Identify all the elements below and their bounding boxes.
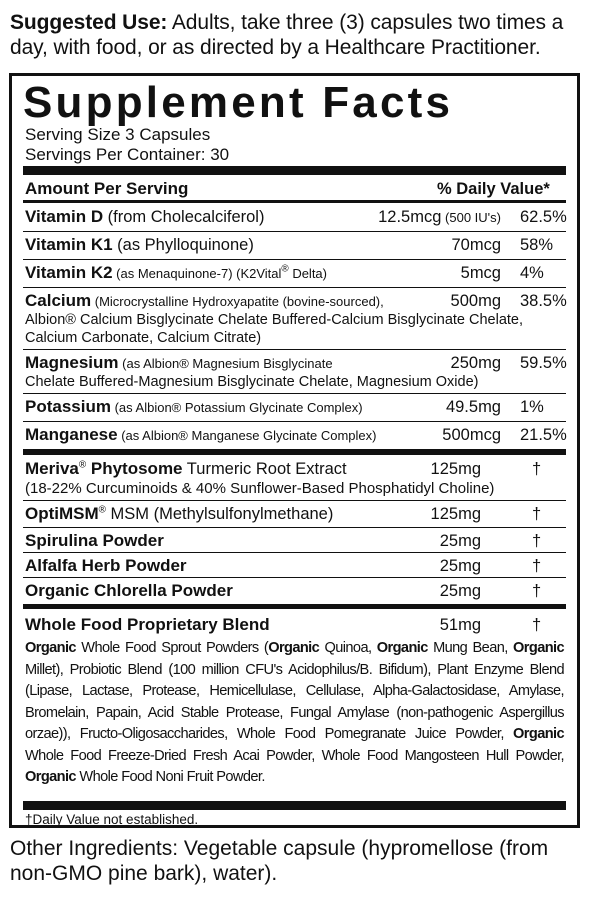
other-ingredients: Other Ingredients: Vegetable capsule (hypromellose (from non-GMO pine bark), water). — [10, 837, 549, 885]
nutrient-desc: (as Albion® Manganese Glycinate Complex) — [117, 428, 377, 443]
thick-rule-blend — [23, 604, 566, 609]
row-divider — [23, 552, 566, 553]
row-divider — [23, 500, 566, 501]
nutrient-name: Potassium — [25, 397, 111, 416]
nutrient-amount: 70mcg — [451, 236, 501, 254]
nutrient-dv: 4% — [520, 264, 544, 282]
nutrient-desc: (as Albion® Potassium Glycinate Complex) — [110, 400, 363, 415]
ingredient-name: Alfalfa Herb Powder — [25, 556, 187, 575]
thick-rule-bottom — [23, 801, 566, 810]
nutrient-amount: 5mcg — [460, 264, 501, 282]
ingredient-desc: Turmeric Root Extract — [182, 460, 347, 478]
row-divider — [23, 259, 566, 260]
row-divider — [23, 577, 566, 578]
row-divider — [23, 349, 566, 350]
organic-label: Organic — [513, 726, 564, 742]
ingredient-amount: 125mg — [430, 505, 481, 523]
nutrient-desc: (as Albion® Magnesium Bisglycinate — [118, 356, 333, 371]
blend-part-6: Whole Food Noni Fruit Powder. — [75, 769, 265, 785]
nutrient-amount-note: (500 IU's) — [445, 210, 501, 225]
nutrient-amount: 500mg — [450, 292, 501, 310]
footnote: †Daily Value not established. — [25, 812, 199, 827]
ingredient-name: Meriva — [25, 459, 79, 478]
row-divider — [23, 231, 566, 232]
nutrient-dv: 59.5% — [520, 354, 567, 372]
registered-mark: ® — [281, 263, 289, 275]
ingredient-dv: † — [532, 582, 542, 600]
ingredient-desc: MSM (Methylsulfonylmethane) — [105, 505, 334, 523]
ingredient-amount: 25mg — [439, 582, 481, 600]
blend-ingredients — [25, 638, 564, 789]
organic-label: Organic — [376, 640, 428, 656]
nutrient-dv: 21.5% — [520, 426, 567, 444]
suggested-use — [10, 10, 590, 60]
ingredient-dv: † — [532, 557, 542, 575]
nutrient-amount: 500mcg — [442, 426, 501, 444]
organic-label: Organic — [513, 640, 564, 656]
header-amount: Amount Per Serving — [25, 179, 189, 198]
registered-mark: ® — [78, 459, 87, 471]
nutrient-amount: 49.5mg — [445, 398, 501, 416]
row-divider — [23, 527, 566, 528]
panel-title: Supplement Facts — [23, 78, 454, 127]
ingredient-amount: 125mg — [430, 460, 481, 478]
nutrient-name: Magnesium — [25, 353, 119, 372]
serving-info — [25, 125, 229, 165]
organic-label: Organic — [25, 769, 76, 785]
nutrient-desc-line2: Chelate Buffered-Magnesium Bisglycinate Chelate, Magnesium Oxide) — [25, 374, 479, 390]
ingredient-name: Spirulina Powder — [25, 531, 164, 550]
nutrient-desc: (Microcrystalline Hydroxyapatite (bovine-sourced), — [91, 294, 384, 309]
nutrient-desc-line3: Calcium Carbonate, Calcium Citrate) — [25, 330, 262, 346]
thick-rule-mid — [23, 449, 566, 455]
blend-part-1: Whole Food Sprout Powders ( — [75, 640, 269, 656]
nutrient-dv: 62.5% — [520, 208, 567, 226]
servings-per-container: Servings Per Container: 30 — [25, 145, 230, 164]
serving-size: Serving Size 3 Capsules — [25, 125, 211, 144]
blend-name: Whole Food Proprietary Blend — [25, 615, 270, 634]
blend-part-3: Mung Bean, — [427, 640, 514, 656]
header-rule — [23, 200, 566, 203]
nutrient-desc: (from Cholecalciferol) — [103, 208, 265, 226]
organic-label: Organic — [25, 640, 76, 656]
nutrient-dv: 58% — [520, 236, 554, 254]
row-divider — [23, 421, 566, 422]
nutrient-name: Vitamin K2 — [25, 263, 113, 282]
row-divider — [23, 393, 566, 394]
ingredient-dv: † — [532, 505, 542, 523]
nutrient-dv: 38.5% — [520, 292, 567, 310]
row-divider — [23, 287, 566, 288]
suggested-use-label: Suggested Use: — [10, 11, 168, 34]
supplement-facts-panel — [9, 73, 580, 828]
nutrient-name: Vitamin K1 — [25, 235, 113, 254]
nutrient-name: Calcium — [25, 291, 92, 310]
blend-dv: † — [532, 616, 542, 634]
blend-part-2: Quinoa, — [319, 640, 377, 656]
ingredient-dv: † — [532, 460, 542, 478]
nutrient-amount: 12.5mcg — [378, 208, 442, 226]
nutrient-amount: 250mg — [450, 354, 501, 372]
ingredient-amount: 25mg — [439, 532, 481, 550]
ingredient-name-2: Phytosome — [86, 459, 183, 478]
blend-part-5: Whole Food Freeze-Dried Fresh Acai Powder, Whole Food Mangosteen Hull Powder, — [25, 747, 564, 764]
ingredient-dv: † — [532, 532, 542, 550]
suggested-use-text: Adults, take three (3) capsules two times a day, with food, or as directed by a Healthcare Practitioner. — [10, 11, 564, 59]
thick-rule-top — [23, 166, 566, 175]
nutrient-dv: 1% — [520, 398, 544, 416]
blend-amount: 51mg — [439, 616, 481, 634]
blend-part-4: Millet), Probiotic Blend (100 million CFU's Acidophilus/B. Bifidum), Plant Enzyme Blend (Lipase, Lactase, Protease, Hemicellulase, Cellulase, Alpha-Galactosidase, Amylase, Bromelain, Papain, Acid Stable Protease, Fungal Amylase (non-pathogenic Aspergillus orzae)), Fructo-Oligosaccharides, Whole Food Pomegranate Juice Powder, — [25, 661, 564, 742]
ingredient-amount: 25mg — [439, 557, 481, 575]
nutrient-name: Vitamin D — [25, 207, 104, 226]
ingredient-name: Organic Chlorella Powder — [25, 581, 233, 600]
nutrient-desc-end: Delta) — [288, 266, 327, 281]
nutrient-desc: (as Phylloquinone) — [112, 236, 254, 254]
organic-label: Organic — [268, 640, 320, 656]
ingredient-name: OptiMSM — [25, 504, 99, 523]
header-dv: % Daily Value* — [437, 180, 550, 198]
ingredient-desc-line2: (18-22% Curcuminoids & 40% Sunflower-Based Phosphatidyl Choline) — [25, 480, 495, 497]
nutrient-desc-line2: Albion® Calcium Bisglycinate Chelate Buffered-Calcium Bisglycinate Chelate, — [25, 312, 524, 328]
nutrient-desc: (as Menaquinone-7) (K2Vital — [112, 266, 282, 281]
registered-mark: ® — [98, 504, 106, 516]
nutrient-name: Manganese — [25, 425, 118, 444]
